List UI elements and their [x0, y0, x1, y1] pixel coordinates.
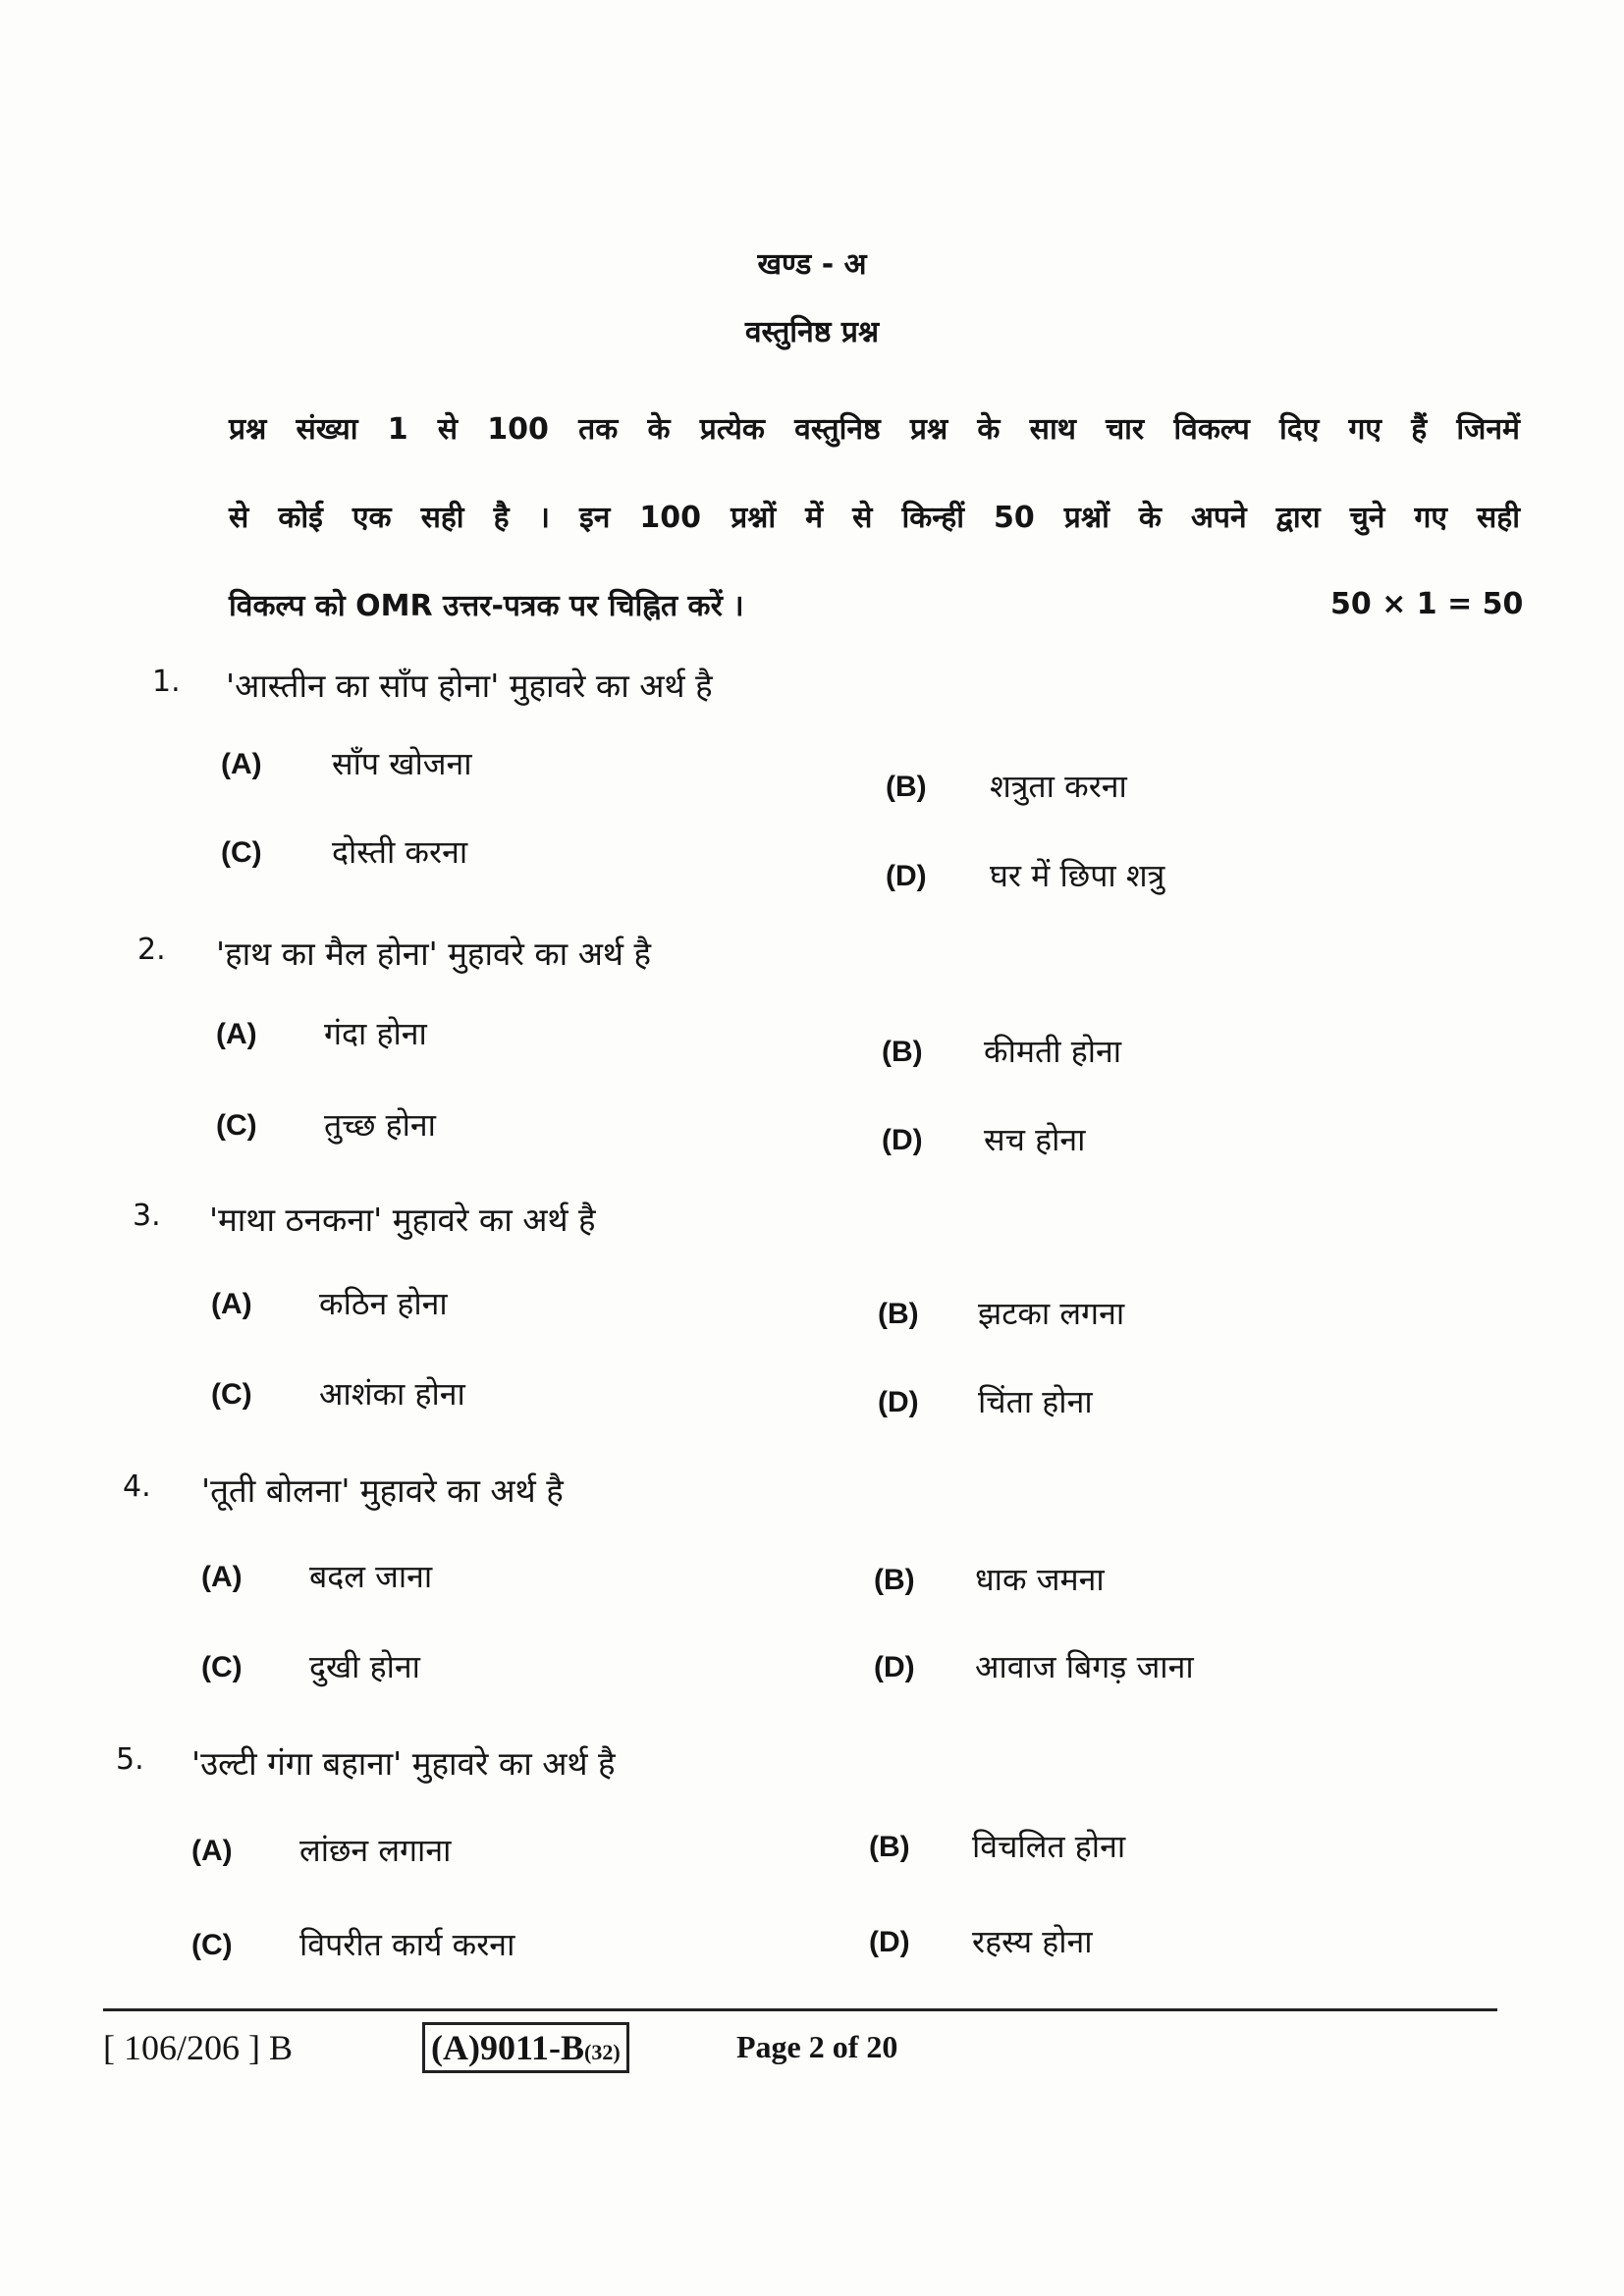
- question-text: 'हाथ का मैल होना' मुहावरे का अर्थ है: [216, 934, 652, 973]
- question-number: 5.: [116, 1742, 144, 1777]
- option-label: (A): [191, 1835, 233, 1867]
- option-label: (D): [878, 1386, 919, 1418]
- option-label: (C): [216, 1109, 257, 1142]
- footer-divider: [103, 2008, 1497, 2011]
- option-text: धाक जमना: [975, 1561, 1105, 1598]
- option-label: (D): [886, 860, 927, 892]
- option-text: बदल जाना: [309, 1558, 433, 1595]
- option-text: चिंता होना: [978, 1383, 1093, 1420]
- option-label: (A): [201, 1561, 243, 1593]
- option-label: (C): [191, 1929, 233, 1961]
- booklet-code-suffix: (32): [584, 2040, 621, 2064]
- booklet-code: [422, 2022, 629, 2073]
- option-text: विचलित होना: [972, 1828, 1126, 1865]
- question-number: 3.: [133, 1199, 161, 1233]
- question-text: 'उल्टी गंगा बहाना' मुहावरे का अर्थ है: [191, 1744, 616, 1783]
- option-label: (D): [869, 1926, 910, 1958]
- option-text: रहस्य होना: [972, 1923, 1093, 1960]
- option-label: (C): [201, 1651, 243, 1683]
- option-label: (D): [874, 1651, 915, 1683]
- option-text: आशंका होना: [319, 1375, 465, 1413]
- option-text: विपरीत कार्य करना: [299, 1926, 515, 1963]
- option-label: (B): [878, 1298, 919, 1330]
- section-subtitle: वस्तुनिष्ठ प्रश्न: [744, 315, 880, 349]
- question-number: 1.: [152, 665, 181, 699]
- option-text: लांछन लगाना: [299, 1832, 452, 1869]
- option-label: (B): [886, 771, 927, 803]
- option-text: झटका लगना: [978, 1295, 1125, 1332]
- option-text: कठिन होना: [319, 1285, 448, 1322]
- option-text: सच होना: [984, 1121, 1086, 1158]
- option-text: तुच्छ होना: [324, 1106, 436, 1144]
- option-label: (B): [869, 1831, 910, 1863]
- option-text: आवाज बिगड़ जाना: [975, 1648, 1194, 1685]
- question-text: 'माथा ठनकना' मुहावरे का अर्थ है: [209, 1201, 596, 1239]
- marks: 50 × 1 = 50: [1330, 587, 1524, 621]
- option-label: (B): [874, 1564, 915, 1596]
- option-text: शत्रुता करना: [990, 768, 1127, 805]
- option-label: (B): [882, 1036, 923, 1068]
- option-label: (A): [216, 1018, 257, 1050]
- question-text: 'तूती बोलना' मुहावरे का अर्थ है: [201, 1471, 564, 1510]
- option-label: (A): [211, 1288, 252, 1320]
- page-number: Page 2 of 20: [736, 2029, 898, 2064]
- instruction-line-3: विकल्प को OMR उत्तर-पत्रक पर चिह्नित करें ।: [229, 589, 744, 623]
- option-label: (C): [221, 836, 262, 869]
- booklet-code-main: (A)9011-B: [431, 2028, 584, 2067]
- question-number: 4.: [123, 1469, 151, 1504]
- paper-code: [ 106/206 ] B: [103, 2028, 293, 2067]
- instruction-line-2: से कोई एक सही है । इन 100 प्रश्नों में से किन्हीं 50 प्रश्नों के अपने द्वारा चुने गए सही: [229, 501, 1520, 535]
- section-title: खण्ड - अ: [757, 247, 867, 282]
- option-label: (D): [882, 1124, 923, 1156]
- option-text: गंदा होना: [324, 1015, 427, 1052]
- option-label: (C): [211, 1378, 252, 1411]
- instruction-line-1: प्रश्न संख्या 1 से 100 तक के प्रत्येक वस्तुनिष्ठ प्रश्न के साथ चार विकल्प दिए गए हैं जिनमें: [229, 412, 1520, 447]
- option-text: दुखी होना: [309, 1648, 420, 1685]
- option-text: घर में छिपा शत्रु: [990, 857, 1165, 894]
- question-text: 'आस्तीन का साँप होना' मुहावरे का अर्थ है: [226, 667, 713, 705]
- question-number: 2.: [137, 933, 166, 967]
- option-text: दोस्ती करना: [332, 833, 468, 871]
- option-text: कीमती होना: [984, 1033, 1122, 1070]
- option-text: साँप खोजना: [332, 745, 472, 782]
- option-label: (A): [221, 748, 262, 780]
